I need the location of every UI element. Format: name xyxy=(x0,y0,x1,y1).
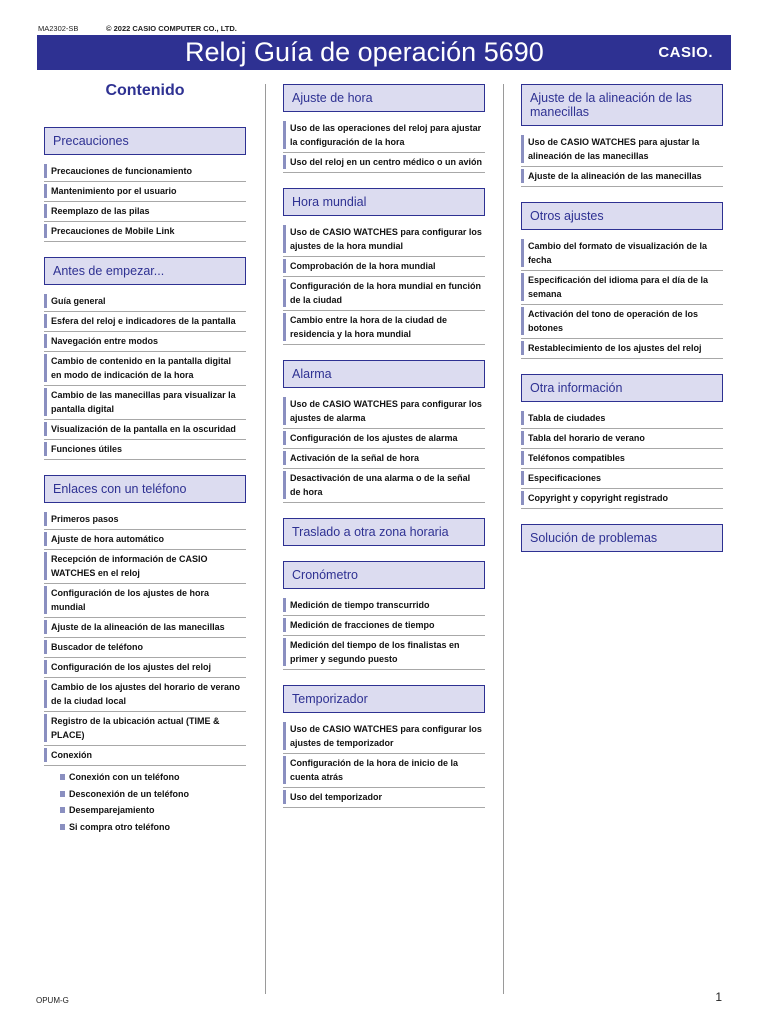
toc-item-link[interactable]: Primeros pasos xyxy=(44,510,246,530)
toc-item-link[interactable]: Copyright y copyright registrado xyxy=(521,489,723,509)
toc-item-list xyxy=(521,133,723,187)
section-title-link[interactable]: Enlaces con un teléfono xyxy=(44,475,246,503)
toc-subitem-link[interactable]: Si compra otro teléfono xyxy=(44,819,246,836)
toc-item-link[interactable]: Recepción de información de CASIO WATCHES en el reloj xyxy=(44,550,246,584)
section-title-link[interactable]: Precauciones xyxy=(44,127,246,155)
section-enlaces-con-un-telefono xyxy=(44,475,246,835)
document-code: MA2302-SB xyxy=(38,24,79,33)
toc-item-list xyxy=(283,596,485,670)
toc-item-list xyxy=(283,223,485,345)
section-title-link[interactable]: Traslado a otra zona horaria xyxy=(283,518,485,546)
toc-item-link[interactable]: Medición de fracciones de tiempo xyxy=(283,616,485,636)
toc-item-link[interactable]: Ajuste de hora automático xyxy=(44,530,246,550)
toc-item-link[interactable]: Ajuste de la alineación de las manecillas xyxy=(521,167,723,187)
toc-item-list xyxy=(521,237,723,359)
toc-item-link[interactable]: Reemplazo de las pilas xyxy=(44,202,246,222)
toc-item-link[interactable]: Tabla del horario de verano xyxy=(521,429,723,449)
toc-item-list xyxy=(283,395,485,503)
toc-item-link[interactable]: Medición del tiempo de los finalistas en primer y segundo puesto xyxy=(283,636,485,670)
section-antes-de-empezar xyxy=(44,257,246,460)
toc-item-list xyxy=(283,720,485,808)
toc-item-link[interactable]: Registro de la ubicación actual (TIME & PLACE) xyxy=(44,712,246,746)
column-divider xyxy=(265,84,266,994)
toc-item-link[interactable]: Mantenimiento por el usuario xyxy=(44,182,246,202)
section-title-link[interactable]: Temporizador xyxy=(283,685,485,713)
toc-item-link[interactable]: Desactivación de una alarma o de la señal de hora xyxy=(283,469,485,503)
section-cronometro xyxy=(283,561,485,670)
casio-logo: CASIO. xyxy=(658,44,713,61)
section-title-link[interactable]: Alarma xyxy=(283,360,485,388)
section-temporizador xyxy=(283,685,485,808)
toc-item-list xyxy=(44,292,246,460)
toc-item-link[interactable]: Uso de CASIO WATCHES para configurar los ajustes de la hora mundial xyxy=(283,223,485,257)
footer-code: OPUM-G xyxy=(36,996,69,1005)
section-title-link[interactable]: Ajuste de hora xyxy=(283,84,485,112)
toc-item-link[interactable]: Guía general xyxy=(44,292,246,312)
toc-item-link[interactable]: Visualización de la pantalla en la oscuridad xyxy=(44,420,246,440)
section-precauciones xyxy=(44,127,246,242)
contents-heading: Contenido xyxy=(105,82,185,99)
toc-item-link[interactable]: Precauciones de funcionamiento xyxy=(44,162,246,182)
toc-item-list xyxy=(283,119,485,173)
toc-item-link[interactable]: Cambio de contenido en la pantalla digital en modo de indicación de la hora xyxy=(44,352,246,386)
section-hora-mundial xyxy=(283,188,485,345)
toc-item-link[interactable]: Uso del reloj en un centro médico o un avión xyxy=(283,153,485,173)
section-solucion-de-problemas xyxy=(521,524,723,552)
toc-item-link[interactable]: Configuración de la hora mundial en función de la ciudad xyxy=(283,277,485,311)
section-ajuste-de-hora xyxy=(283,84,485,173)
toc-item-list xyxy=(44,510,246,835)
toc-subitem-link[interactable]: Desemparejamiento xyxy=(44,802,246,819)
toc-subitem-link[interactable]: Desconexión de un teléfono xyxy=(44,786,246,803)
section-otros-ajustes xyxy=(521,202,723,359)
copyright-notice: © 2022 CASIO COMPUTER CO., LTD. xyxy=(106,24,237,33)
toc-item-link[interactable]: Activación del tono de operación de los botones xyxy=(521,305,723,339)
section-alarma xyxy=(283,360,485,503)
toc-item-link[interactable]: Uso de las operaciones del reloj para ajustar la configuración de la hora xyxy=(283,119,485,153)
toc-item-list xyxy=(521,409,723,509)
page-number: 1 xyxy=(715,990,722,1004)
toc-item-list xyxy=(44,162,246,242)
section-title-link[interactable]: Otros ajustes xyxy=(521,202,723,230)
toc-item-link[interactable]: Navegación entre modos xyxy=(44,332,246,352)
section-traslado-a-otra-zona-horaria xyxy=(283,518,485,546)
toc-item-link[interactable]: Buscador de teléfono xyxy=(44,638,246,658)
toc-item-link[interactable]: Comprobación de la hora mundial xyxy=(283,257,485,277)
toc-column-3 xyxy=(521,84,723,567)
toc-item-link[interactable]: Medición de tiempo transcurrido xyxy=(283,596,485,616)
toc-item-link[interactable]: Tabla de ciudades xyxy=(521,409,723,429)
toc-item-link[interactable]: Configuración de los ajustes de alarma xyxy=(283,429,485,449)
toc-item-link[interactable]: Ajuste de la alineación de las manecillas xyxy=(44,618,246,638)
title-banner xyxy=(37,35,731,70)
toc-item-link[interactable]: Especificación del idioma para el día de la semana xyxy=(521,271,723,305)
toc-item-link[interactable]: Activación de la señal de hora xyxy=(283,449,485,469)
toc-item-link[interactable]: Restablecimiento de los ajustes del reloj xyxy=(521,339,723,359)
section-title-link[interactable]: Ajuste de la alineación de las manecillas xyxy=(521,84,723,126)
toc-item-link[interactable]: Configuración de la hora de inicio de la cuenta atrás xyxy=(283,754,485,788)
toc-subitem-list xyxy=(44,766,246,835)
toc-item-link[interactable]: Precauciones de Mobile Link xyxy=(44,222,246,242)
toc-item-link[interactable]: Cambio entre la hora de la ciudad de residencia y la hora mundial xyxy=(283,311,485,345)
toc-item-link[interactable]: Especificaciones xyxy=(521,469,723,489)
toc-item-link[interactable]: Cambio de los ajustes del horario de verano de la ciudad local xyxy=(44,678,246,712)
toc-column-1 xyxy=(44,127,246,850)
toc-item-link[interactable]: Uso de CASIO WATCHES para ajustar la alineación de las manecillas xyxy=(521,133,723,167)
toc-item-link[interactable]: Esfera del reloj e indicadores de la pantalla xyxy=(44,312,246,332)
toc-item-link[interactable]: Uso de CASIO WATCHES para configurar los ajustes de alarma xyxy=(283,395,485,429)
toc-subitem-link[interactable]: Conexión con un teléfono xyxy=(44,769,246,786)
toc-item-link[interactable]: Uso del temporizador xyxy=(283,788,485,808)
section-title-link[interactable]: Hora mundial xyxy=(283,188,485,216)
toc-item-link[interactable]: Funciones útiles xyxy=(44,440,246,460)
toc-item-link[interactable]: Conexión xyxy=(44,746,246,766)
toc-item-link[interactable]: Cambio de las manecillas para visualizar la pantalla digital xyxy=(44,386,246,420)
column-divider xyxy=(503,84,504,994)
toc-item-link[interactable]: Configuración de los ajustes del reloj xyxy=(44,658,246,678)
toc-item-link[interactable]: Configuración de los ajustes de hora mundial xyxy=(44,584,246,618)
section-otra-informacion xyxy=(521,374,723,509)
section-title-link[interactable]: Cronómetro xyxy=(283,561,485,589)
document-title: Reloj Guía de operación 5690 xyxy=(185,37,544,67)
toc-column-2 xyxy=(283,84,485,823)
toc-item-link[interactable]: Cambio del formato de visualización de la fecha xyxy=(521,237,723,271)
section-title-link[interactable]: Solución de problemas xyxy=(521,524,723,552)
toc-item-link[interactable]: Teléfonos compatibles xyxy=(521,449,723,469)
section-title-link[interactable]: Otra información xyxy=(521,374,723,402)
section-ajuste-de-la-alineacion-de-las-manecillas xyxy=(521,84,723,187)
toc-item-link[interactable]: Uso de CASIO WATCHES para configurar los ajustes de temporizador xyxy=(283,720,485,754)
section-title-link[interactable]: Antes de empezar... xyxy=(44,257,246,285)
